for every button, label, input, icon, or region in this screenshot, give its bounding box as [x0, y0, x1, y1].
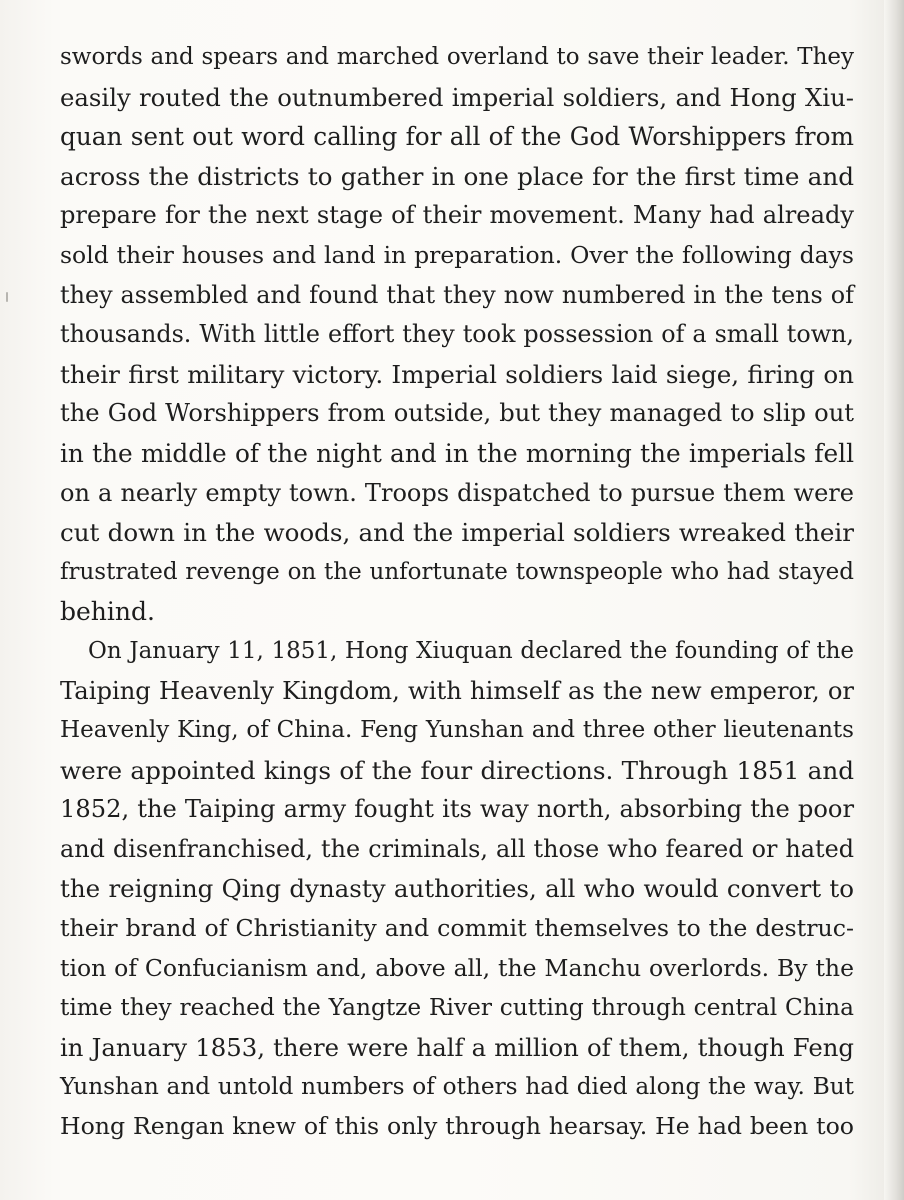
text-line: sold their houses and land in preparation. Over the following days [60, 240, 854, 269]
text-line: swords and spears and marched overland to save their leader. They [60, 44, 854, 70]
text-line: Hong Rengan knew of this only through hearsay. He had been too [60, 1112, 854, 1141]
text-line: Taiping Heavenly Kingdom, with himself as the new emperor, or [60, 676, 854, 705]
text-line: easily routed the outnumbered imperial soldiers, and Hong Xiu- [60, 82, 854, 112]
text-line: time they reached the Yangtze River cutting through central China [60, 994, 854, 1022]
text-line: were appointed kings of the four directions. Through 1851 and [60, 755, 854, 785]
text-line: Yunshan and untold numbers of others had died along the way. But [60, 1073, 854, 1101]
text-line: On January 11, 1851, Hong Xiuquan declared the founding of the [88, 637, 854, 664]
text-line: quan sent out word calling for all of the God Worshippers from [60, 122, 854, 152]
text-line: they assembled and found that they now numbered in the tens of [60, 280, 854, 309]
body-text [60, 38, 854, 1147]
text-line: the reigning Qing dynasty authorities, all who would convert to [60, 874, 854, 904]
text-line: the God Worshippers from outside, but they managed to slip out [60, 399, 854, 428]
text-line: Heavenly King, of China. Feng Yunshan and three other lieutenants [60, 717, 854, 744]
text-line: behind. [60, 597, 155, 627]
margin-mark [6, 292, 8, 302]
text-line: tion of Confucianism and, above all, the Manchu overlords. By the [60, 953, 854, 982]
text-line: thousands. With little effort they took possession of a small town, [60, 320, 854, 349]
paragraph-2 [60, 632, 854, 1147]
text-line: their brand of Christianity and commit themselves to the destruc- [60, 914, 854, 943]
text-line: their first military victory. Imperial soldiers laid siege, firing on [60, 359, 854, 389]
text-line: on a nearly empty town. Troops dispatched to pursue them were [60, 478, 854, 507]
text-line: across the districts to gather in one place for the first time and [60, 161, 854, 191]
page-edge-shadow [884, 0, 904, 1200]
text-line: and disenfranchised, the criminals, all those who feared or hated [60, 834, 854, 863]
text-line: cut down in the woods, and the imperial soldiers wreaked their [60, 518, 854, 548]
paragraph-1 [60, 38, 854, 632]
text-line: in January 1853, there were half a million of them, though Feng [60, 1032, 854, 1062]
text-line: in the middle of the night and in the morning the imperials fell [60, 438, 854, 468]
text-line: frustrated revenge on the unfortunate townspeople who had stayed [60, 558, 854, 585]
text-line: prepare for the next stage of their movement. Many had already [60, 201, 854, 230]
text-line: 1852, the Taiping army fought its way north, absorbing the poor [60, 795, 854, 824]
